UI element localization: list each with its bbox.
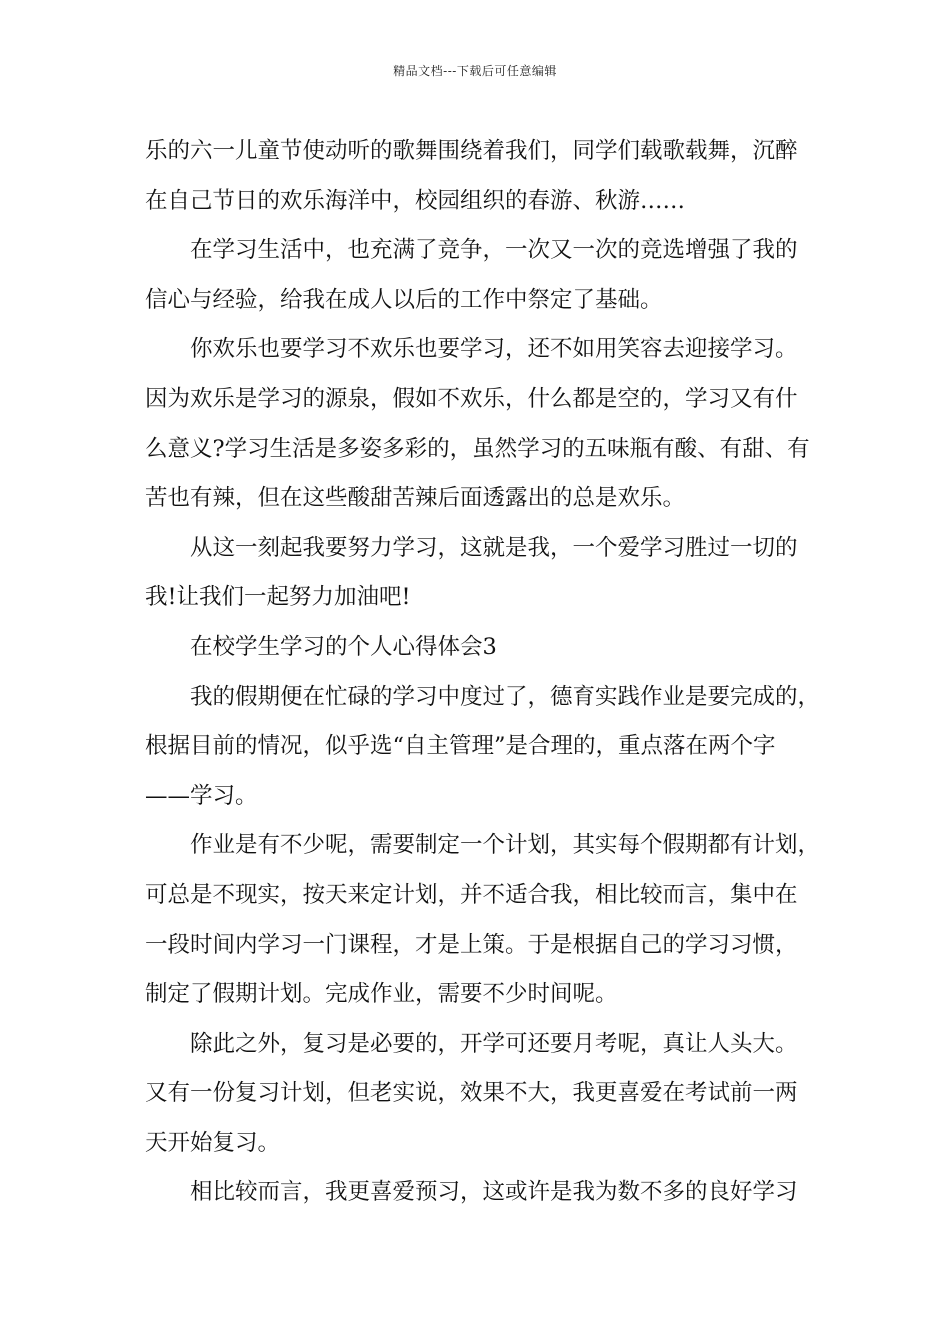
text-line: 制定了假期计划。完成作业，需要不少时间呢。 (145, 981, 618, 1008)
text-line: 在学习生活中，也充满了竞争，一次又一次的竞选增强了我的 (190, 237, 798, 264)
text-line: 苦也有辣，但在这些酸甜苦辣后面透露出的总是欢乐。 (145, 485, 686, 512)
text-line: 相比较而言，我更喜爱预习，这或许是我为数不多的良好学习 (190, 1179, 798, 1206)
text-line: 从这一刻起我要努力学习，这就是我，一个爱学习胜过一切的 (190, 534, 798, 561)
text-line: 作业是有不少呢，需要制定一个计划，其实每个假期都有计划， (190, 832, 821, 859)
document-body (145, 131, 821, 1222)
text-line: 天开始复习。 (145, 1129, 281, 1156)
text-line: 在校学生学习的个人心得体会3 (190, 633, 497, 660)
text-line: 根据目前的情况，似乎选“自主管理”是合理的，重点落在两个字 (145, 733, 776, 760)
text-line: 么意义?学习生活是多姿多彩的，虽然学习的五味瓶有酸、有甜、有 (145, 435, 810, 462)
text-line: 因为欢乐是学习的源泉，假如不欢乐，什么都是空的，学习又有什 (145, 385, 798, 412)
text-line: 可总是不现实，按天来定计划，并不适合我，相比较而言，集中在 (145, 881, 798, 908)
text-line: 我!让我们一起努力加油吧! (145, 584, 411, 611)
text-line: 又有一份复习计划，但老实说，效果不大，我更喜爱在考试前一两 (145, 1080, 798, 1107)
text-line: 一段时间内学习一门课程，才是上策。于是根据自己的学习习惯， (145, 931, 798, 958)
page-header: 精品文档---下载后可任意编辑 (393, 64, 557, 78)
text-line: 你欢乐也要学习不欢乐也要学习，还不如用笑容去迎接学习。 (190, 336, 798, 363)
text-line: ——学习。 (145, 782, 258, 809)
text-line: 除此之外，复习是必要的，开学可还要月考呢，真让人头大。 (190, 1030, 798, 1057)
text-line: 我的假期便在忙碌的学习中度过了，德育实践作业是要完成的， (190, 683, 821, 710)
text-line: 乐的六一儿童节使动听的歌舞围绕着我们，同学们载歌载舞，沉醉 (145, 138, 798, 164)
text-line: 信心与经验，给我在成人以后的工作中祭定了基础。 (145, 286, 663, 313)
text-line: 在自己节日的欢乐海洋中，校园组织的春游、秋游…… (145, 187, 686, 214)
